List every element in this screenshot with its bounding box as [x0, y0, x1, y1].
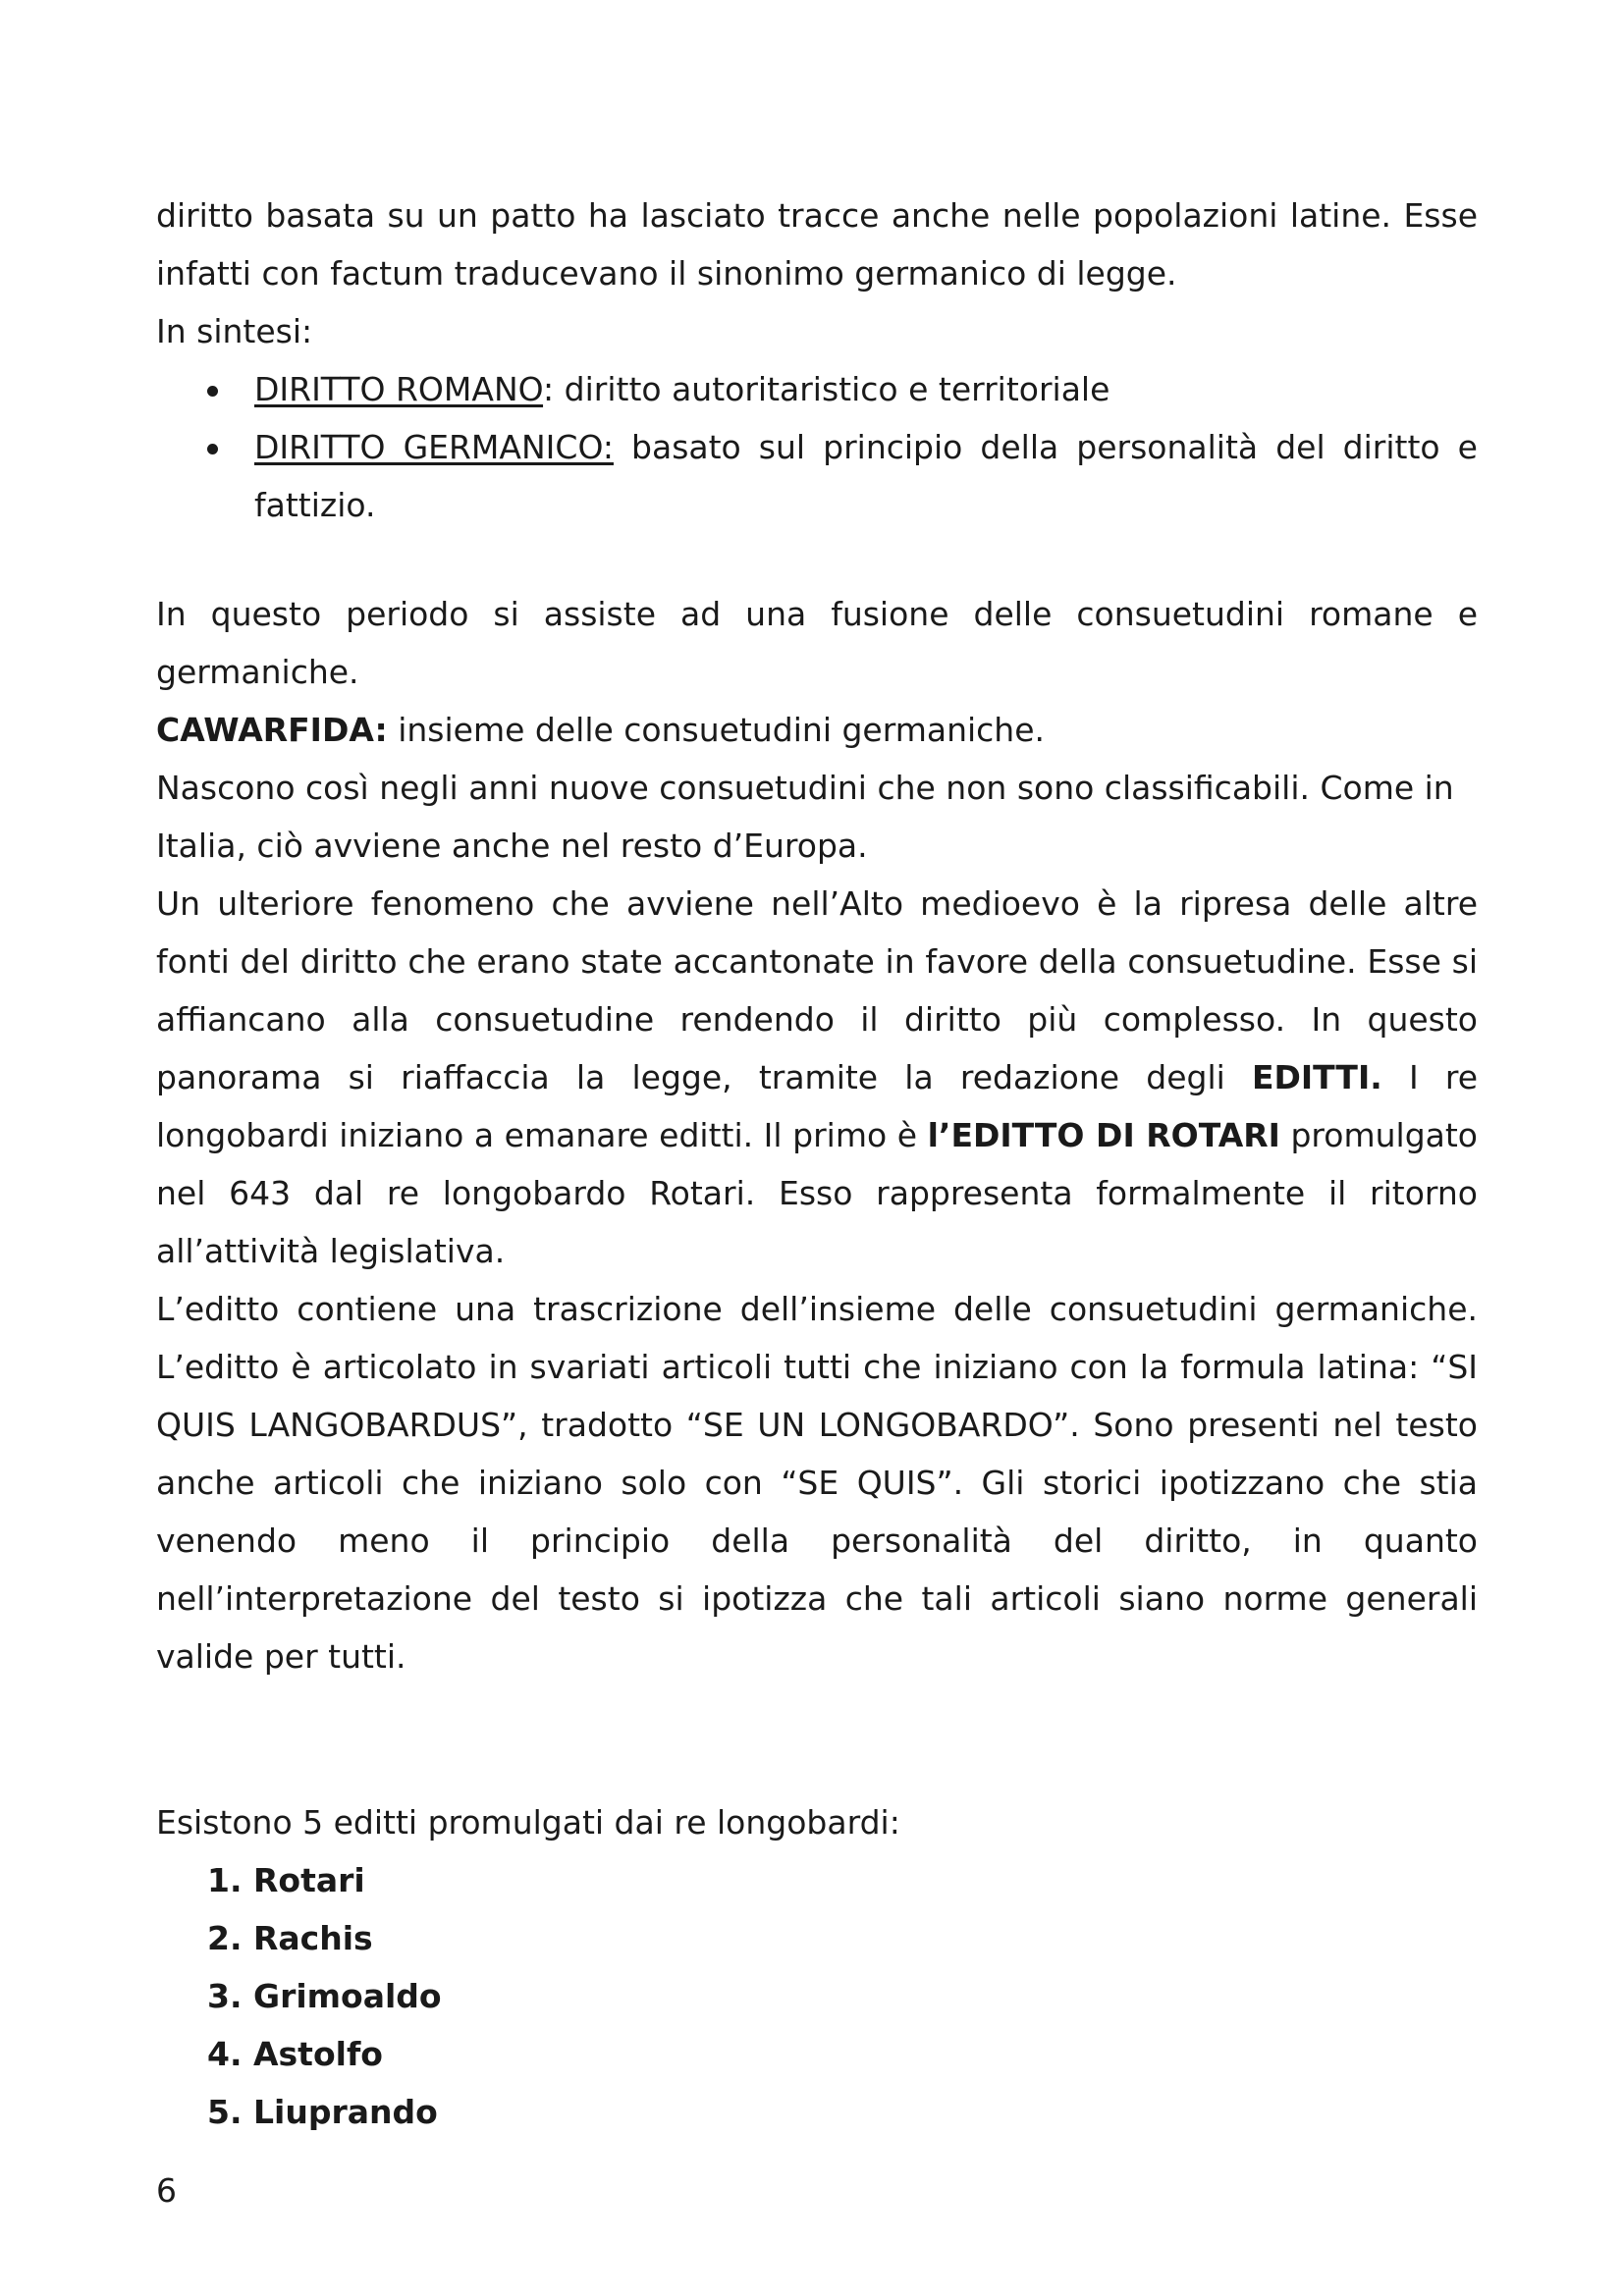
list-item-name: Rotari	[253, 1861, 365, 1899]
paragraph-fusion: In questo periodo si assiste ad una fusione delle consuetudini romane e germaniche.	[156, 595, 1478, 691]
paragraph-edicts-list-intro: Esistono 5 editti promulgati dai re longobardi:	[156, 1803, 900, 1842]
list-item-number: 1.	[207, 1861, 243, 1899]
list-item-number: 3.	[207, 1977, 243, 2015]
paragraph-new-customs: Nascono così negli anni nuove consuetudini che non sono classificabili. Come in Italia, ciò avviene anche nel resto d’Europa.	[156, 769, 1454, 865]
list-item	[156, 2025, 1478, 2083]
rotari-edict-term: l’EDITTO DI ROTARI	[927, 1116, 1280, 1154]
paragraph-intro: diritto basata su un patto ha lasciato tracce anche nelle popolazioni latine. Esse infatti con factum traducevano il sinonimo germanico di legge.	[156, 196, 1478, 293]
edicts-term: EDITTI.	[1251, 1058, 1382, 1096]
paragraph-edicts	[156, 875, 1478, 1280]
page-number: 6	[156, 2171, 177, 2210]
list-item-name: Rachis	[253, 1919, 373, 1957]
cawarfida-definition: insieme delle consuetudini germaniche.	[387, 711, 1046, 749]
list-item	[156, 1851, 1478, 1909]
paragraph-spacer	[156, 534, 1478, 585]
list-item	[156, 2083, 1478, 2141]
bullet-description: basato sul principio della personalità del diritto e fattizio.	[254, 428, 1478, 524]
list-item	[156, 1967, 1478, 2025]
list-item-name: Astolfo	[253, 2035, 383, 2073]
summary-bullet-list	[156, 360, 1478, 534]
page-content	[156, 187, 1478, 2141]
bullet-term: DIRITTO ROMANO	[254, 370, 544, 408]
bullet-icon	[207, 444, 218, 454]
edicts-text-part: promulgato nel 643 dal re longobardo Rotari. Esso rappresenta formalmente il ritorno all’attività legislativa.	[156, 1116, 1478, 1270]
edicts-numbered-list	[156, 1851, 1478, 2141]
bullet-description: : diritto autoritaristico e territoriale	[543, 370, 1110, 408]
list-item-number: 2.	[207, 1919, 243, 1957]
paragraph-spacer	[156, 1685, 1478, 1793]
bullet-term: DIRITTO GERMANICO:	[254, 428, 614, 466]
cawarfida-term: CAWARFIDA:	[156, 711, 388, 749]
bullet-item	[156, 418, 1478, 534]
paragraph-summary-label: In sintesi:	[156, 312, 313, 350]
list-item-name: Liuprando	[253, 2093, 438, 2131]
list-item-number: 5.	[207, 2093, 243, 2131]
list-item-name: Grimoaldo	[253, 1977, 442, 2015]
paragraph-edict-articles: L’editto contiene una trascrizione dell’insieme delle consuetudini germaniche. L’editto è articolato in svariati articoli tutti che iniziano con la formula latina: “SI QUIS LANGOBARDUS”, tradotto “SE UN LONGOBARDO”. Sono presenti nel testo anche articoli che iniziano solo con “SE QUIS”. Gli storici ipotizzano che stia venendo meno il principio della personalità del diritto, in quanto nell’interpretazione del testo si ipotizza che tali articoli siano norme generali valide per tutti.	[156, 1290, 1478, 1676]
bullet-icon	[207, 386, 218, 397]
edicts-text-part: I re longobardi iniziano a emanare editti. Il primo è	[156, 1058, 1478, 1154]
bullet-item	[156, 360, 1478, 418]
list-item-number: 4.	[207, 2035, 243, 2073]
edicts-text-part: Un ulteriore fenomeno che avviene nell’Alto medioevo è la ripresa delle altre fonti del diritto che erano state accantonate in favore della consuetudine. Esse si affiancano alla consuetudine rendendo il diritto più complesso. In questo panorama si riaffaccia la legge, tramite la redazione degli	[156, 884, 1478, 1096]
paragraph-cawarfida	[156, 701, 1478, 759]
list-item	[156, 1909, 1478, 1967]
